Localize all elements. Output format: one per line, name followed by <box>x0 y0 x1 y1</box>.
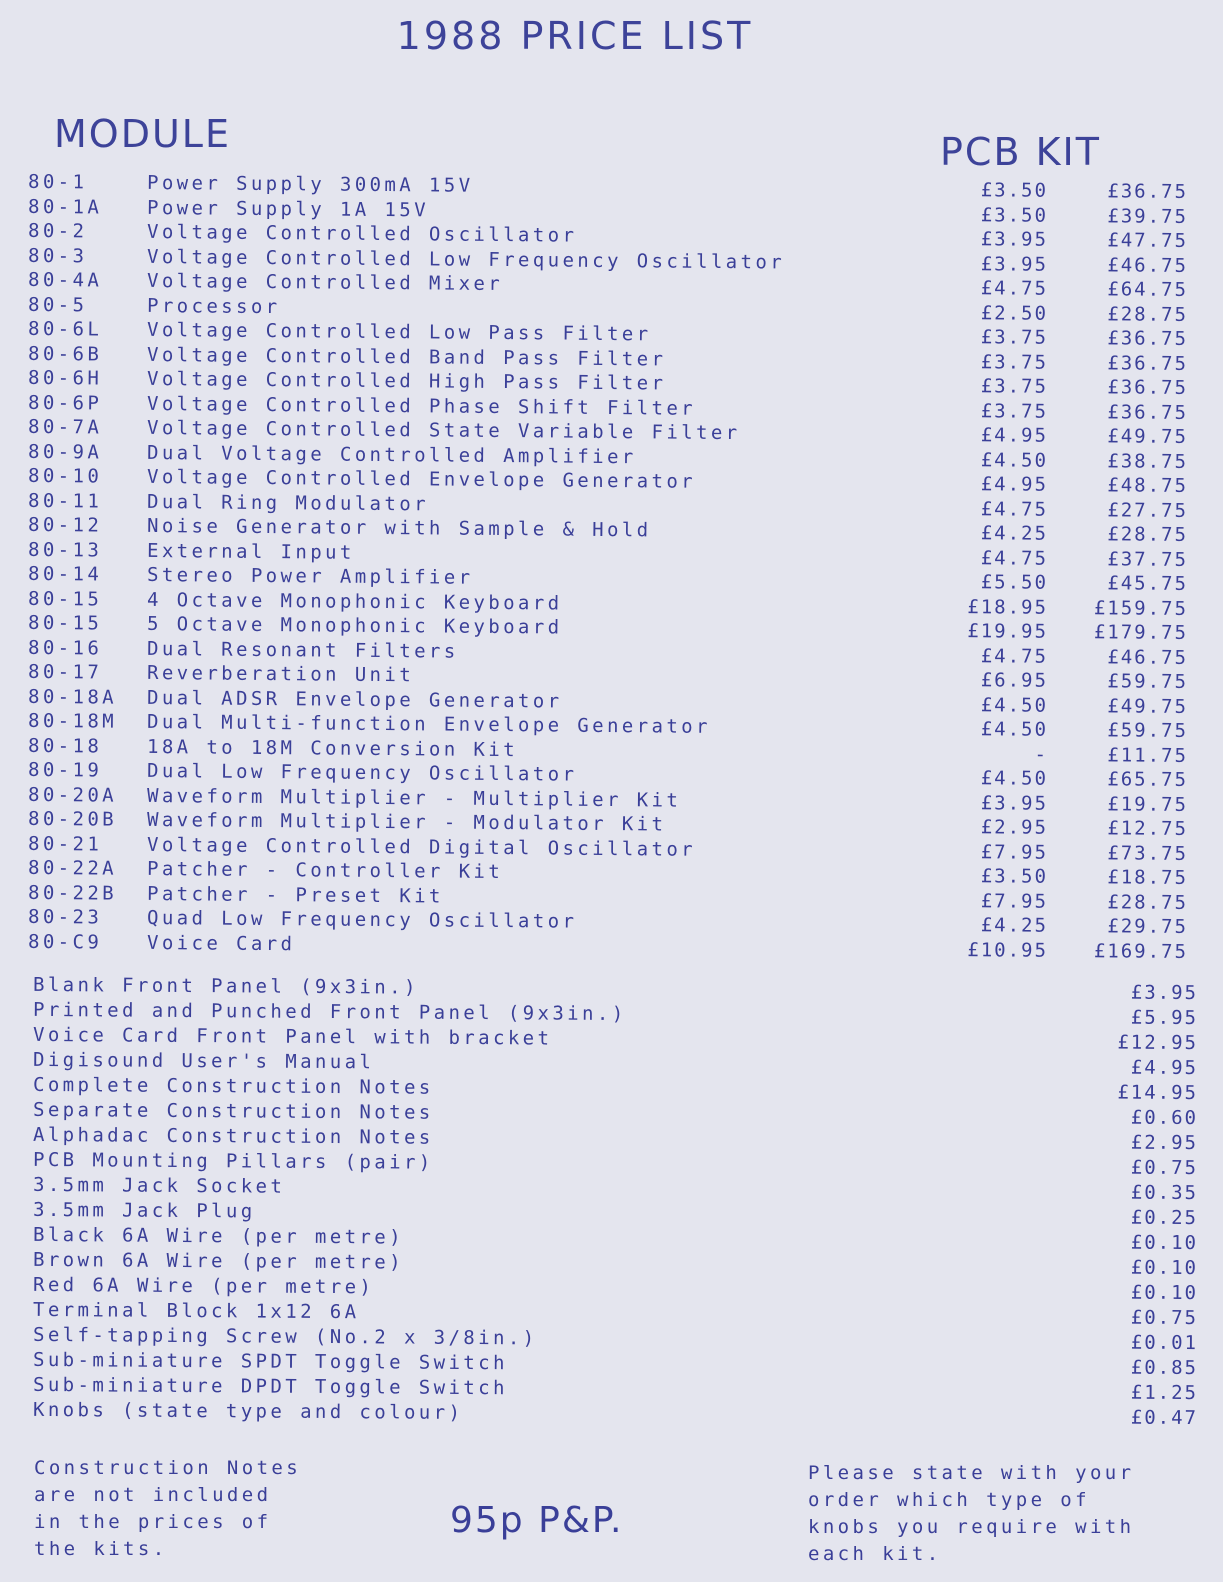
item-name: 3.5mm Jack Socket <box>32 1173 286 1198</box>
pcb-price: £3.75 <box>980 399 1049 423</box>
item-price: £0.10 <box>1130 1231 1199 1255</box>
item-name: Terminal Block 1x12 6A <box>32 1298 360 1324</box>
module-name: 5 Octave Monophonic Keyboard <box>146 612 563 639</box>
kit-price: £36.75 <box>1107 376 1189 400</box>
module-code: 80-1A <box>27 195 103 219</box>
pcb-price: £4.75 <box>980 546 1049 570</box>
module-code: 80-9A <box>27 440 103 464</box>
module-code: 80-4A <box>27 268 103 292</box>
module-name: Power Supply 1A 15V <box>146 196 430 221</box>
item-price: £12.95 <box>1117 1031 1199 1055</box>
module-name: Quad Low Frequency Oscillator <box>146 906 578 933</box>
item-name: Knobs (state type and colour) <box>32 1398 464 1424</box>
pcb-price: £4.75 <box>980 277 1049 300</box>
kit-price: £46.75 <box>1107 253 1189 277</box>
item-price: £14.95 <box>1117 1081 1199 1105</box>
pcb-price: £4.50 <box>980 767 1049 790</box>
pcb-price: £4.25 <box>980 914 1049 937</box>
module-name: Voltage Controlled Oscillator <box>146 220 578 247</box>
module-name: Dual ADSR Envelope Generator <box>146 686 563 713</box>
module-name: Voice Card <box>146 931 296 955</box>
item-name: Separate Construction Notes <box>32 1098 434 1124</box>
item-price: £3.95 <box>1130 981 1199 1005</box>
module-code: 80-2 <box>27 219 88 243</box>
kit-price: £38.75 <box>1107 449 1189 473</box>
module-code: 80-23 <box>27 905 103 929</box>
note-line: knobs you require with <box>808 1516 1135 1538</box>
pcb-price: - <box>1034 743 1049 766</box>
kit-price: £36.75 <box>1107 351 1189 375</box>
pcb-price: £18.95 <box>967 595 1049 619</box>
pcb-price: £3.50 <box>980 179 1049 202</box>
kit-price: £28.75 <box>1107 523 1189 547</box>
module-name: Dual Resonant Filters <box>146 637 459 663</box>
item-name: Sub-miniature DPDT Toggle Switch <box>32 1373 508 1400</box>
kit-price: £73.75 <box>1107 841 1189 865</box>
module-name: Patcher - Preset Kit <box>146 882 444 908</box>
module-name: Dual Low Frequency Oscillator <box>146 759 578 786</box>
kit-price: £12.75 <box>1107 817 1189 841</box>
kit-price: £45.75 <box>1107 572 1189 596</box>
module-code: 80-14 <box>27 562 103 586</box>
pcb-price: £3.75 <box>980 326 1049 349</box>
item-name: Sub-miniature SPDT Toggle Switch <box>32 1348 508 1375</box>
module-name: Noise Generator with Sample & Hold <box>146 514 652 542</box>
module-code: 80-5 <box>27 293 88 316</box>
module-code: 80-12 <box>27 513 103 537</box>
module-column-header: MODULE <box>54 112 231 156</box>
module-name: Dual Multi-function Envelope Generator <box>146 710 711 738</box>
kit-price: £179.75 <box>1093 621 1189 645</box>
note-line: Construction Notes <box>34 1457 302 1479</box>
item-price: £0.75 <box>1130 1306 1199 1330</box>
module-code: 80-10 <box>27 464 103 488</box>
module-name: Power Supply 300mA 15V <box>146 171 474 197</box>
module-name: Voltage Controlled Mixer <box>146 269 504 296</box>
pcb-price: £3.75 <box>980 375 1049 398</box>
pcb-price: £3.50 <box>980 865 1049 888</box>
kit-price: £11.75 <box>1107 743 1189 767</box>
module-code: 80-20A <box>27 783 118 807</box>
module-code: 80-6P <box>27 391 103 415</box>
kit-price: £64.75 <box>1107 278 1189 302</box>
module-name: Voltage Controlled Envelope Generator <box>146 465 697 493</box>
pcb-price: £4.50 <box>980 718 1049 741</box>
item-price: £4.95 <box>1130 1056 1199 1080</box>
item-name: 3.5mm Jack Plug <box>32 1198 256 1223</box>
item-name: Blank Front Panel (9x3in.) <box>32 973 419 999</box>
pcb-price: £3.95 <box>980 228 1049 251</box>
item-name: Digisound User's Manual <box>32 1048 375 1074</box>
item-price: £0.10 <box>1130 1281 1199 1305</box>
kit-price: £59.75 <box>1107 670 1189 694</box>
module-code: 80-6L <box>27 317 103 341</box>
kit-price: £29.75 <box>1107 915 1189 939</box>
pcb-price: £19.95 <box>967 620 1049 643</box>
module-name: Voltage Controlled State Variable Filter <box>146 416 741 445</box>
kit-price: £37.75 <box>1107 547 1189 571</box>
pcb-price: £5.50 <box>980 571 1049 594</box>
item-name: PCB Mounting Pillars (pair) <box>32 1148 434 1174</box>
kit-price: £46.75 <box>1107 645 1189 669</box>
kit-price: £65.75 <box>1107 768 1189 792</box>
item-price: £5.95 <box>1130 1006 1199 1030</box>
module-code: 80-22B <box>27 881 118 905</box>
module-code: 80-13 <box>27 538 103 562</box>
pcb-price: £6.95 <box>980 669 1049 692</box>
module-name: Voltage Controlled High Pass Filter <box>146 367 667 395</box>
item-price: £0.75 <box>1130 1156 1199 1180</box>
module-name: Voltage Controlled Phase Shift Filter <box>146 392 697 420</box>
note-line: in the prices of <box>34 1511 272 1533</box>
item-price: £0.47 <box>1130 1406 1199 1430</box>
module-code: 80-15 <box>27 587 103 611</box>
item-price: £0.60 <box>1130 1106 1199 1130</box>
item-price: £1.25 <box>1130 1381 1199 1405</box>
pcb-price: £10.95 <box>967 938 1049 962</box>
pcb-kit-column-header: PCB KIT <box>940 130 1101 174</box>
module-name: Waveform Multiplier - Multiplier Kit <box>146 784 682 812</box>
pcb-price: £2.95 <box>980 816 1049 839</box>
construction-notes-disclaimer <box>34 1455 414 1563</box>
module-code: 80-16 <box>27 636 103 660</box>
item-price: £0.85 <box>1130 1356 1199 1380</box>
module-code: 80-18 <box>27 734 103 758</box>
pcb-price: £4.75 <box>980 644 1049 668</box>
module-name: Processor <box>146 294 281 318</box>
module-price-table <box>27 170 1198 963</box>
kit-price: £36.75 <box>1107 180 1189 204</box>
pcb-price: £4.75 <box>980 497 1049 521</box>
item-price: £0.10 <box>1130 1256 1199 1280</box>
item-name: Black 6A Wire (per metre) <box>32 1223 405 1249</box>
kit-price: £18.75 <box>1107 866 1189 890</box>
pcb-price: £3.95 <box>980 791 1049 815</box>
note-line: order which type of <box>808 1489 1090 1511</box>
note-line: each kit. <box>808 1543 942 1565</box>
module-name: 18A to 18M Conversion Kit <box>146 735 519 761</box>
item-price: £0.25 <box>1130 1206 1199 1230</box>
item-name: Complete Construction Notes <box>32 1073 434 1099</box>
item-price: £0.01 <box>1130 1331 1199 1355</box>
kit-price: £27.75 <box>1107 498 1189 522</box>
kit-price: £36.75 <box>1107 327 1189 351</box>
note-line: are not included <box>34 1484 272 1506</box>
pcb-price: £4.25 <box>980 522 1049 545</box>
module-code: 80-18A <box>27 685 118 709</box>
module-name: Voltage Controlled Digital Oscillator <box>146 833 697 861</box>
module-name: Dual Ring Modulator <box>146 490 430 515</box>
pcb-price: £2.50 <box>980 301 1049 325</box>
kit-price: £19.75 <box>1107 792 1189 816</box>
item-name: Red 6A Wire (per metre) <box>32 1273 375 1299</box>
module-name: 4 Octave Monophonic Keyboard <box>146 588 563 615</box>
module-code: 80-3 <box>27 244 88 267</box>
kit-price: £49.75 <box>1107 694 1189 718</box>
module-name: Voltage Controlled Low Pass Filter <box>146 318 652 346</box>
module-name: Stereo Power Amplifier <box>146 563 474 589</box>
module-code: 80-22A <box>27 856 118 880</box>
module-name: Voltage Controlled Band Pass Filter <box>146 343 667 370</box>
kit-price: £169.75 <box>1093 939 1189 963</box>
postage-note: 95p P&P. <box>450 1500 624 1541</box>
module-name: Waveform Multiplier - Modulator Kit <box>146 808 667 836</box>
module-code: 80-21 <box>27 832 103 856</box>
kit-price: £47.75 <box>1107 229 1189 253</box>
kit-price: £59.75 <box>1107 719 1189 743</box>
module-code: 80-7A <box>27 415 103 439</box>
module-code: 80-18M <box>27 709 118 733</box>
note-line: Please state with your <box>808 1462 1135 1484</box>
module-name: Dual Voltage Controlled Amplifier <box>146 441 637 468</box>
item-name: Brown 6A Wire (per metre) <box>32 1248 405 1274</box>
item-name: Voice Card Front Panel with bracket <box>32 1023 553 1050</box>
knob-order-instructions <box>808 1460 1213 1568</box>
kit-price: £48.75 <box>1107 474 1189 498</box>
module-code: 80-19 <box>27 758 103 782</box>
module-code: 80-6B <box>27 342 103 366</box>
page-title: 1988 PRICE LIST <box>396 14 754 58</box>
module-code: 80-1 <box>27 170 88 194</box>
module-name: Reverberation Unit <box>146 661 415 687</box>
kit-price: £49.75 <box>1107 425 1189 449</box>
pcb-price: £3.50 <box>980 203 1049 227</box>
item-name: Alphadac Construction Notes <box>32 1123 434 1149</box>
kit-price: £28.75 <box>1107 890 1189 914</box>
accessory-price-list <box>32 973 1199 1430</box>
kit-price: £28.75 <box>1107 302 1189 326</box>
item-name: Printed and Punched Front Panel (9x3in.) <box>32 998 627 1026</box>
pcb-price: £4.50 <box>980 448 1049 472</box>
item-price: £0.35 <box>1130 1181 1199 1205</box>
pcb-price: £3.75 <box>980 350 1049 374</box>
item-price: £2.95 <box>1130 1131 1199 1155</box>
module-name: External Input <box>146 539 355 564</box>
module-code: 80-6H <box>27 366 103 390</box>
pcb-price: £3.95 <box>980 252 1049 276</box>
pcb-price: £4.50 <box>980 693 1049 717</box>
module-name: Patcher - Controller Kit <box>146 857 504 884</box>
pcb-price: £4.95 <box>980 424 1049 447</box>
module-code: 80-17 <box>27 660 103 684</box>
module-name: Voltage Controlled Low Frequency Oscillator <box>146 245 786 274</box>
module-code: 80-11 <box>27 489 103 513</box>
note-line: the kits. <box>34 1538 168 1560</box>
pcb-price: £4.95 <box>980 473 1049 496</box>
item-name: Self-tapping Screw (No.2 x 3/8in.) <box>32 1323 538 1350</box>
module-code: 80-C9 <box>27 930 103 954</box>
module-code: 80-20B <box>27 807 118 831</box>
kit-price: £36.75 <box>1107 400 1189 424</box>
kit-price: £159.75 <box>1093 596 1189 620</box>
module-code: 80-15 <box>27 611 103 635</box>
pcb-price: £7.95 <box>980 889 1049 913</box>
kit-price: £39.75 <box>1107 204 1189 228</box>
pcb-price: £7.95 <box>980 840 1049 864</box>
